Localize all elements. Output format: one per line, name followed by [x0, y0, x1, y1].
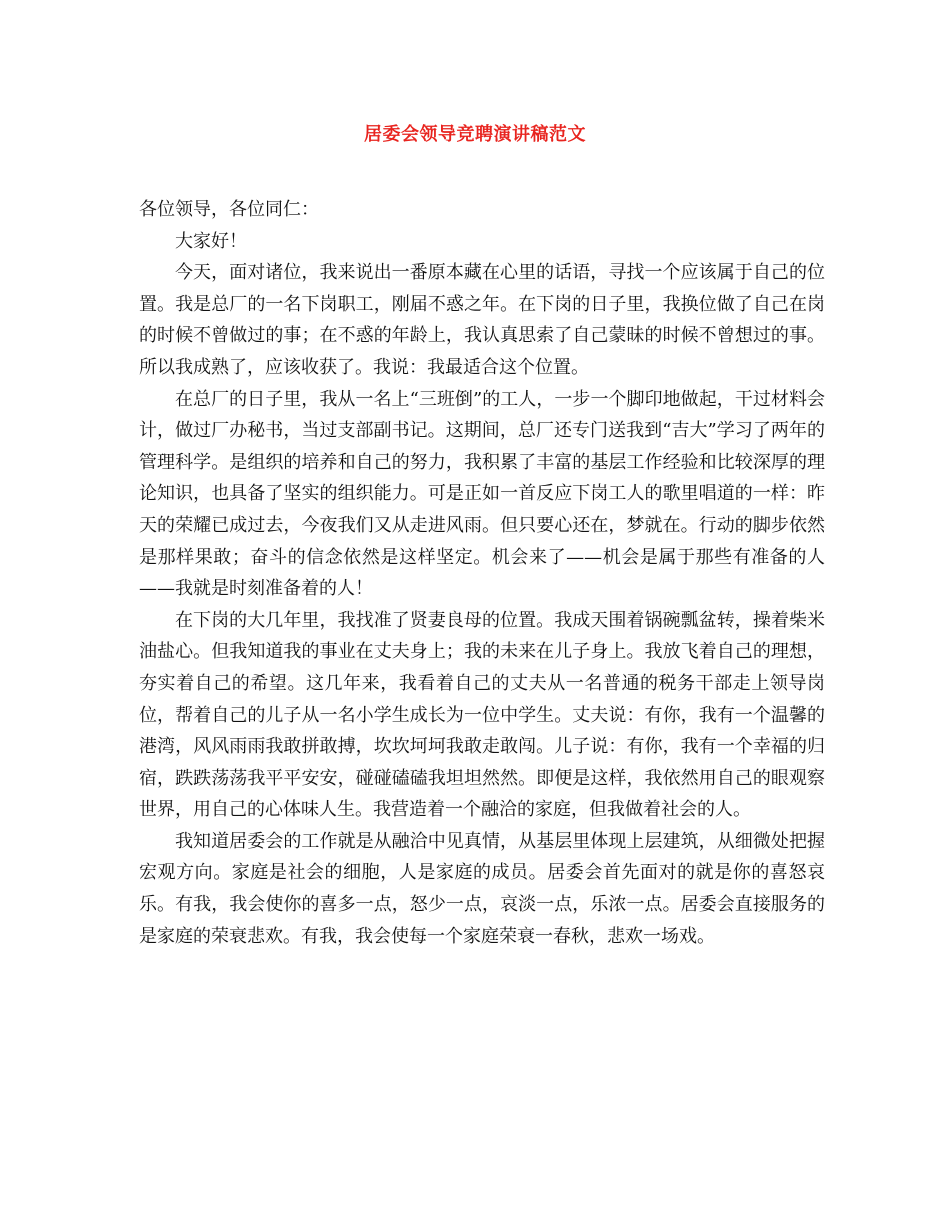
document-title: 居委会领导竞聘演讲稿范文 [364, 124, 586, 145]
paragraph-2: 在总厂的日子里，我从一名上“三班倒”的工人，一步一个脚印地做起，干过材料会计，做过厂办秘书，当过支部副书记。这期间，总厂还专门送我到“吉大”学习了两年的管理科学。是组织的培养和自己的努力，我积累了丰富的基层工作经验和比较深厚的理论知识，也具备了坚实的组织能力。可是正如一首反应下岗工人的歌里唱道的一样：昨天的荣耀已成过去，今夜我们又从走进风雨。但只要心还在，梦就在。行动的脚步依然是那样果敢；奋斗的信念依然是这样坚定。机会来了——机会是属于那些有准备的人——我就是时刻准备着的人！ [139, 388, 825, 600]
greeting: 大家好！ [175, 230, 247, 252]
paragraph-4: 我知道居委会的工作就是从融洽中见真情，从基层里体现上层建筑，从细微处把握宏观方向。家庭是社会的细胞，人是家庭的成员。居委会首先面对的就是你的喜怒哀乐。有我，我会使你的喜多一点，怒少一点，哀淡一点，乐浓一点。居委会直接服务的是家庭的荣衰悲欢。有我，我会使每一个家庭荣衰一春秋，悲欢一场戏。 [139, 830, 825, 947]
paragraph-3: 在下岗的大几年里，我找准了贤妻良母的位置。我成天围着锅碗瓢盆转，操着柴米油盐心。但我知道我的事业在丈夫身上；我的未来在儿子身上。我放飞着自己的理想，夯实着自己的希望。这几年来，我看着自己的丈夫从一名普通的税务干部走上领导岗位，帮着自己的儿子从一名小学生成长为一位中学生。丈夫说：有你，我有一个温馨的港湾，风风雨雨我敢拼敢搏，坎坎坷坷我敢走敢闯。儿子说：有你，我有一个幸福的归宿，跌跌荡荡我平平安安，碰碰磕磕我坦坦然然。即便是这样，我依然用自己的眼观察世界，用自己的心体味人生。我营造着一个融洽的家庭，但我做着社会的人。 [139, 609, 825, 821]
paragraph-1: 今天，面对诸位，我来说出一番原本藏在心里的话语，寻找一个应该属于自己的位置。我是总厂的一名下岗职工，刚届不惑之年。在下岗的日子里，我换位做了自己在岗的时候不曾做过的事；在不惑的年龄上，我认真思索了自己蒙昧的时候不曾想过的事。所以我成熟了，应该收获了。我说：我最适合这个位置。 [139, 262, 825, 378]
document-body [139, 194, 825, 952]
salutation: 各位领导，各位同仁： [139, 199, 319, 220]
